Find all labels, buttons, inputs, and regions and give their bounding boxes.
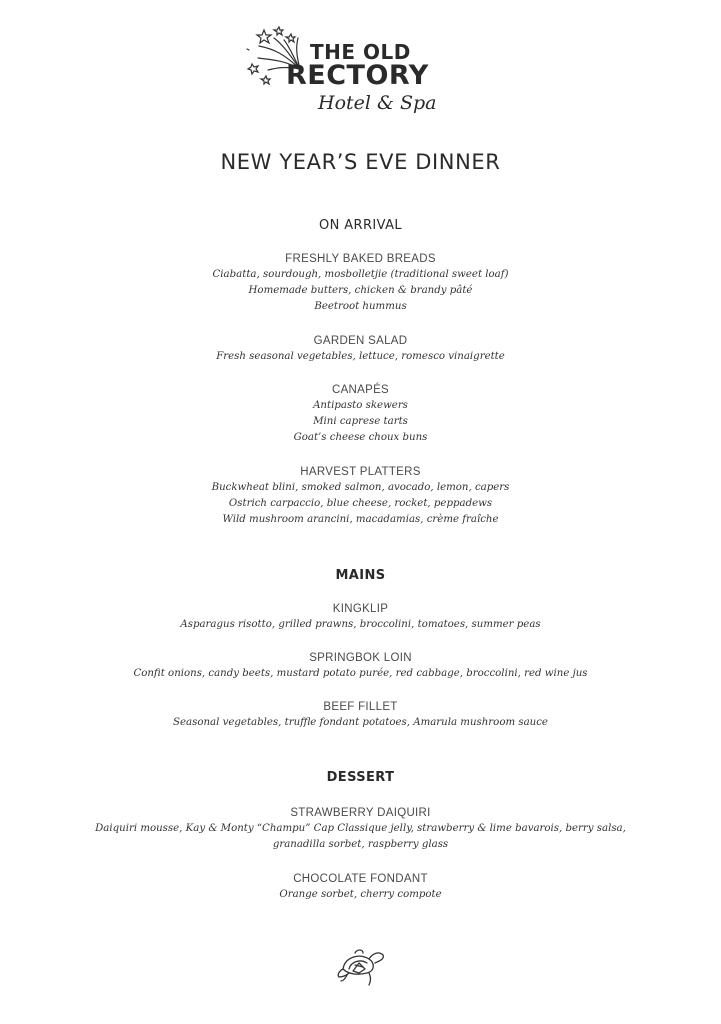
dish-description: Mini caprese tarts [313,416,408,427]
dish-description: Ciabatta, sourdough, mosbolletjie (traditional sweet loaf) [212,269,509,280]
dish-springbok-loin [0,651,721,682]
logo-line-the-old: THE OLD [310,40,411,64]
dish-garden-salad [0,334,721,365]
dish-name: KINGKLIP [332,603,389,615]
turtle-icon [333,945,389,987]
logo-line-hotel-spa: Hotel & Spa [318,92,437,114]
dish-description: Confit onions, candy beets, mustard potato purée, red cabbage, broccolini, red wine jus [133,668,588,679]
dish-description: Orange sorbet, cherry compote [279,889,442,900]
dish-kingklip [0,602,721,633]
dish-description: Buckwheat blini, smoked salmon, avocado, lemon, capers [211,482,510,493]
section-heading-mains: MAINS [335,568,386,583]
section-heading-dessert: DESSERT [326,770,395,785]
dish-description: Homemade butters, chicken & brandy pâté [248,285,473,296]
dish-name: STRAWBERRY DAIQUIRI [290,807,431,819]
hotel-logo [244,24,444,116]
dish-name: FRESHLY BAKED BREADS [285,253,436,265]
dish-description: Ostrich carpaccio, blue cheese, rocket, peppadews [228,498,493,509]
dish-strawberry-daiquiri [0,806,721,853]
dish-description: Beetroot hummus [314,301,407,312]
section-heading-on-arrival: ON ARRIVAL [318,218,403,233]
logo-line-rectory: RECTORY [286,60,429,91]
dish-harvest-platters [0,465,721,528]
dish-description: granadilla sorbet, raspberry glass [272,839,449,850]
dish-freshly-baked-breads [0,252,721,315]
dish-name: CHOCOLATE FONDANT [293,873,428,885]
dish-name: CANAPÉS [331,384,390,396]
dish-description: Wild mushroom arancini, macadamias, crème fraîche [222,514,499,525]
dish-chocolate-fondant [0,872,721,903]
dish-name: SPRINGBOK LOIN [309,652,412,664]
dish-description: Antipasto skewers [313,400,408,411]
dish-description: Daiquiri mousse, Kay & Monty “Champu” Cap Classique jelly, strawberry & lime bavarois, berry salsa, [95,823,626,834]
dish-name: BEEF FILLET [323,701,398,713]
dish-canapes [0,383,721,446]
dish-name: GARDEN SALAD [313,335,408,347]
dish-beef-fillet [0,700,721,731]
dish-description: Seasonal vegetables, truffle fondant potatoes, Amarula mushroom sauce [173,717,548,728]
menu-title: NEW YEAR’S EVE DINNER [220,150,501,174]
dish-description: Goat’s cheese choux buns [293,432,428,443]
dish-description: Fresh seasonal vegetables, lettuce, romesco vinaigrette [216,351,505,362]
dish-description: Asparagus risotto, grilled prawns, broccolini, tomatoes, summer peas [180,619,541,630]
dish-name: HARVEST PLATTERS [300,466,421,478]
